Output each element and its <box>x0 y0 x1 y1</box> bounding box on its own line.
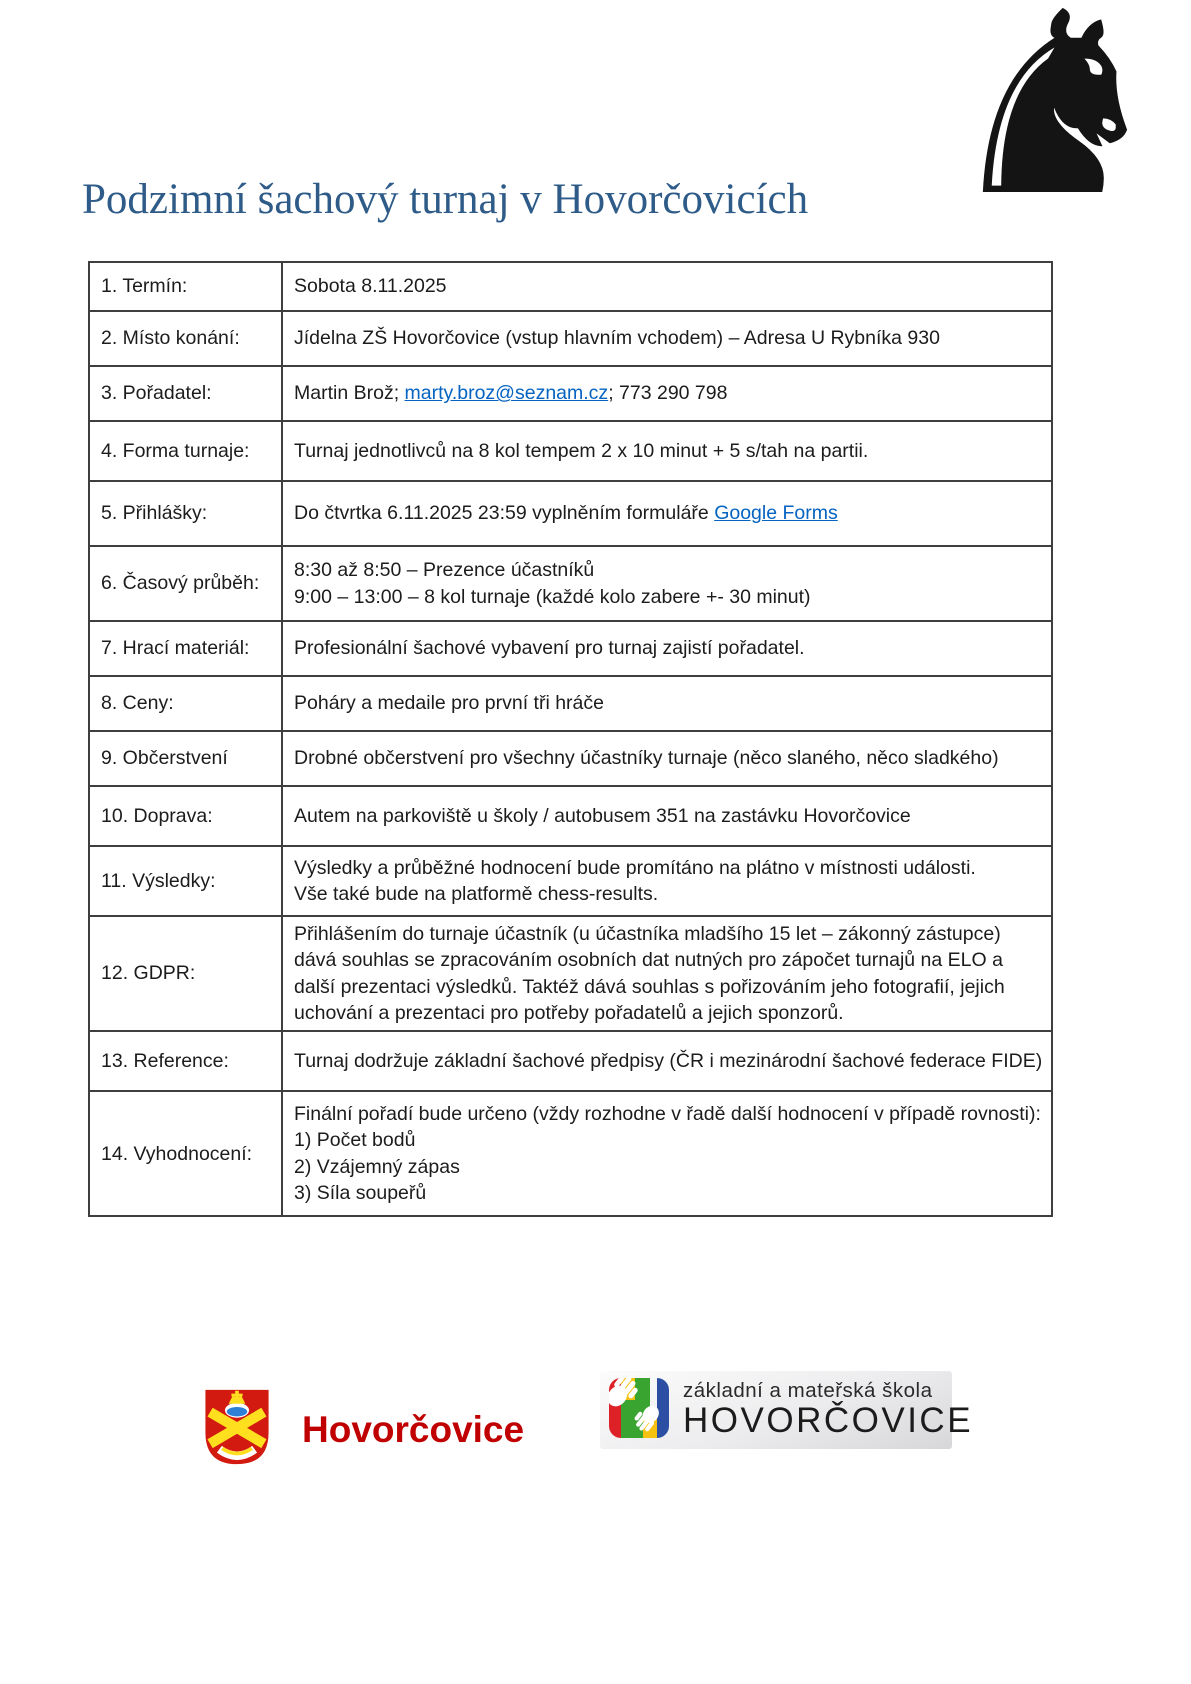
row-value <box>282 481 1052 546</box>
chess-knight-icon: ♞ <box>942 0 1168 252</box>
row-text: 1) Počet bodů <box>294 1129 416 1152</box>
row-text: Jídelna ZŠ Hovorčovice (vstup hlavním vchodem) – Adresa U Rybníka 930 <box>294 327 940 350</box>
row-label: 3. Pořadatel: <box>89 366 282 421</box>
row-label: 11. Výsledky: <box>89 846 282 916</box>
table-row <box>89 676 1052 731</box>
table-row <box>89 621 1052 676</box>
row-text: Turnaj dodržuje základní šachové předpisy (ČR i mezinárodní šachové federace FIDE) <box>294 1050 1043 1073</box>
row-label: 13. Reference: <box>89 1031 282 1091</box>
row-label: 9. Občerstvení <box>89 731 282 786</box>
row-text: Turnaj jednotlivců na 8 kol tempem 2 x 10 minut + 5 s/tah na partii. <box>294 439 869 462</box>
row-label: 2. Místo konání: <box>89 311 282 366</box>
row-label: 10. Doprava: <box>89 786 282 846</box>
municipality-logo <box>202 1388 524 1471</box>
row-label: 14. Vyhodnocení: <box>89 1091 282 1216</box>
row-text: 3) Síla soupeřů <box>294 1182 427 1205</box>
table-row <box>89 731 1052 786</box>
row-text: 9:00 – 13:00 – 8 kol turnaje (každé kolo zabere +- 30 minut) <box>294 585 811 608</box>
table-row <box>89 311 1052 366</box>
row-text: 2) Vzájemný zápas <box>294 1155 460 1178</box>
table-row <box>89 1031 1052 1091</box>
row-value <box>282 262 1052 311</box>
table-row <box>89 1091 1052 1216</box>
row-value <box>282 846 1052 916</box>
row-value <box>282 546 1052 621</box>
row-text: Výsledky a průběžné hodnocení bude promítáno na plátno v místnosti události. <box>294 856 976 879</box>
row-text: Přihlášením do turnaje účastník (u účastníka mladšího 15 let – zákonný zástupce) dává souhlas se zpracováním osobních dat nutných pro zápočet turnajů na ELO a další prezentaci výsledků. Taktéž dává souhlas s pořizováním jeho fotografií, jejich uchování a prezentaci pro potřeby pořadatelů a jejich sponzorů. <box>294 923 1005 1024</box>
row-label: 1. Termín: <box>89 262 282 311</box>
row-value <box>282 1091 1052 1216</box>
row-text: Drobné občerstvení pro všechny účastníky turnaje (něco slaného, něco sladkého) <box>294 747 999 770</box>
row-value <box>282 1031 1052 1091</box>
row-value <box>282 786 1052 846</box>
row-text: Martin Brož; <box>294 382 405 405</box>
row-label: 4. Forma turnaje: <box>89 421 282 481</box>
table-row <box>89 916 1052 1031</box>
email-link[interactable]: marty.broz@seznam.cz <box>404 382 609 405</box>
info-table-body <box>89 262 1052 1216</box>
row-value <box>282 916 1052 1031</box>
school-hands-icon <box>608 1377 670 1444</box>
row-text: Do čtvrtka 6.11.2025 23:59 vyplněním formuláře <box>294 502 715 525</box>
tournament-info-table <box>88 261 1053 1217</box>
row-value <box>282 366 1052 421</box>
table-row <box>89 421 1052 481</box>
row-text: ; 773 290 798 <box>608 382 728 405</box>
table-row <box>89 262 1052 311</box>
row-label: 6. Časový průběh: <box>89 546 282 621</box>
row-value <box>282 421 1052 481</box>
table-row <box>89 481 1052 546</box>
row-text: Profesionální šachové vybavení pro turnaj zajistí pořadatel. <box>294 637 805 660</box>
row-value <box>282 731 1052 786</box>
school-name: HOVORČOVICE <box>683 1400 974 1440</box>
municipality-name: Hovorčovice <box>302 1408 525 1450</box>
row-label: 8. Ceny: <box>89 676 282 731</box>
table-row <box>89 546 1052 621</box>
row-text: Sobota 8.11.2025 <box>294 275 447 298</box>
google-forms-link[interactable]: Google Forms <box>714 502 838 525</box>
table-row <box>89 786 1052 846</box>
row-text: Finální pořadí bude určeno (vždy rozhodne v řadě další hodnocení v případě rovnosti): <box>294 1103 1041 1126</box>
row-text: Autem na parkoviště u školy / autobusem 351 na zastávku Hovorčovice <box>294 804 911 827</box>
row-label: 12. GDPR: <box>89 916 282 1031</box>
table-row <box>89 366 1052 421</box>
row-value <box>282 676 1052 731</box>
row-label: 5. Přihlášky: <box>89 481 282 546</box>
row-label: 7. Hrací materiál: <box>89 621 282 676</box>
table-row <box>89 846 1052 916</box>
page-title: Podzimní šachový turnaj v Hovorčovicích <box>82 175 809 223</box>
coat-of-arms-icon <box>202 1388 272 1471</box>
row-text: Vše také bude na platformě chess-results. <box>294 883 659 905</box>
row-value <box>282 311 1052 366</box>
row-value <box>282 621 1052 676</box>
school-subtitle: základní a mateřská škola <box>683 1379 933 1403</box>
row-text: Poháry a medaile pro první tři hráče <box>294 692 604 715</box>
row-text: 8:30 až 8:50 – Prezence účastníků <box>294 559 595 582</box>
school-logo <box>600 1371 974 1449</box>
